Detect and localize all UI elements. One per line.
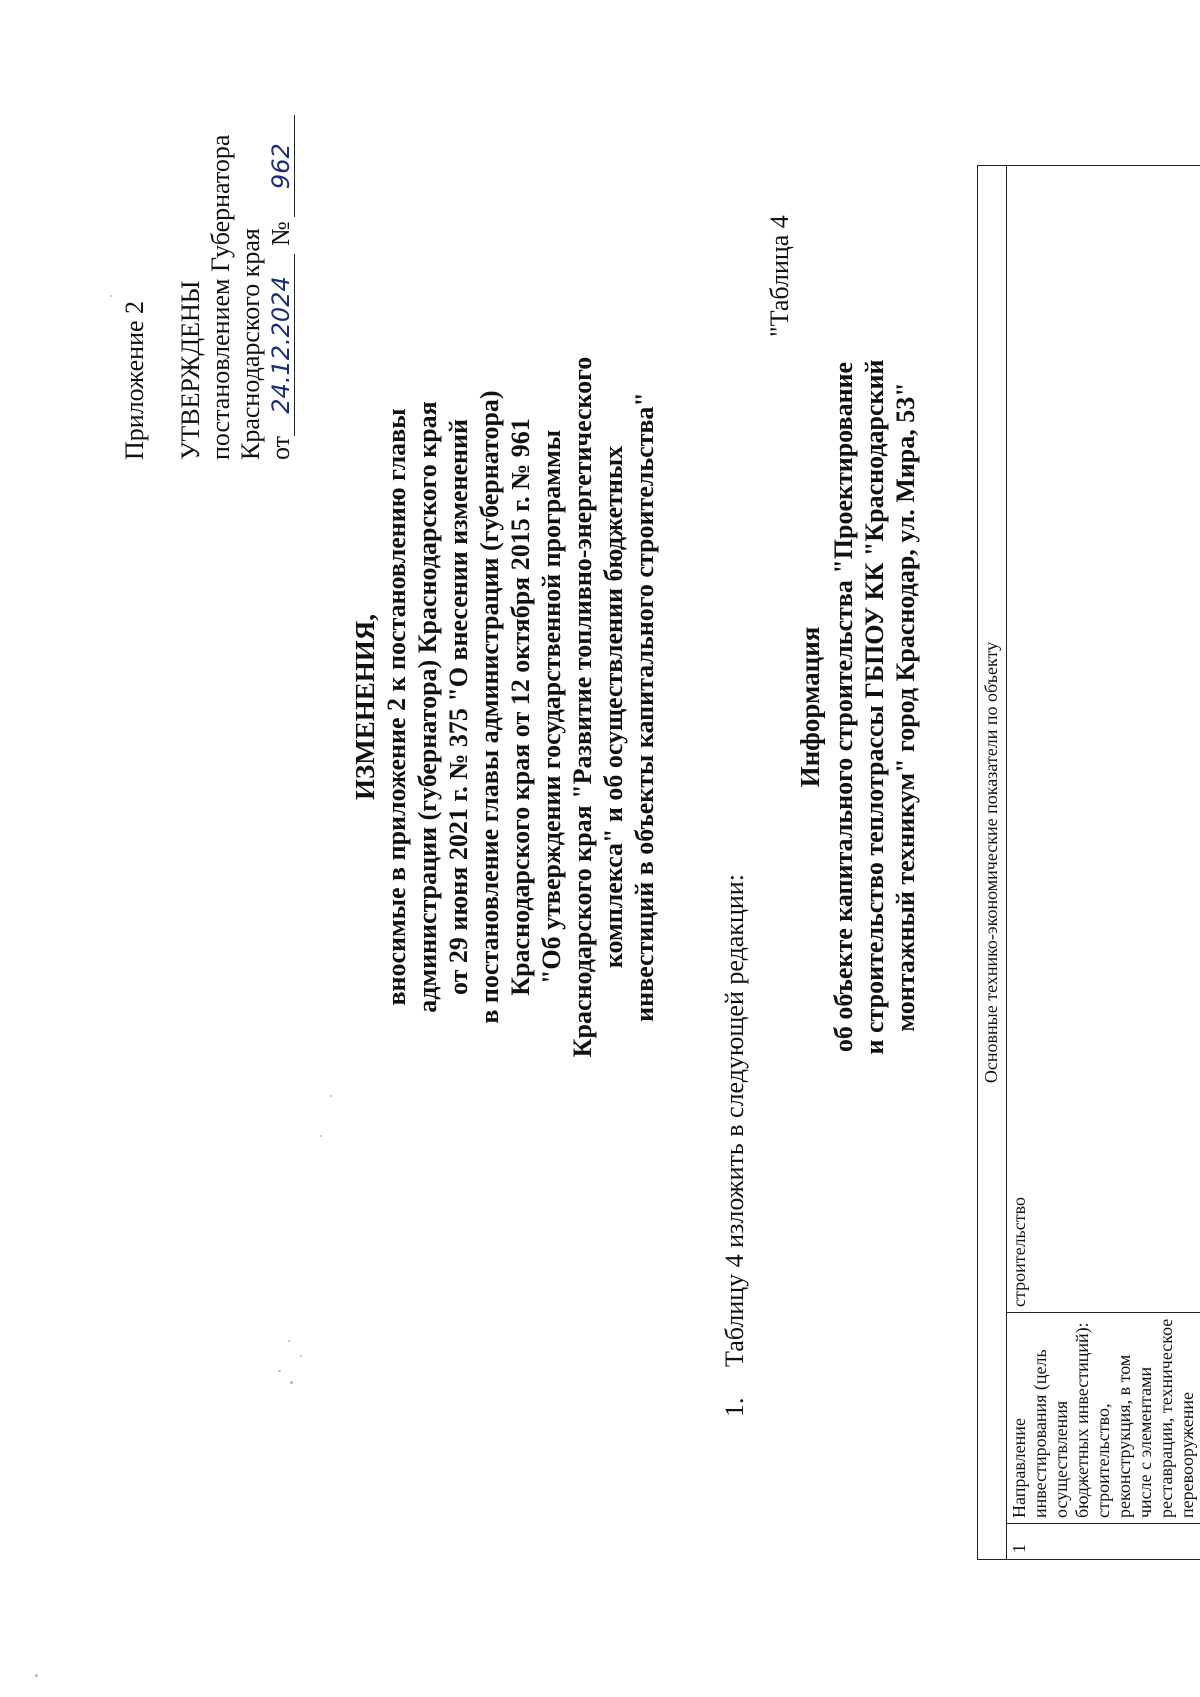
info-line: монтажный техникум" город Краснодар, ул. Мира, 53" [891, 382, 920, 1032]
number-sign: № [266, 221, 295, 246]
approval-line-2: Краснодарского края [236, 228, 265, 460]
changes-line: от 29 июня 2021 г. № 375 "О внесении изменений [444, 419, 473, 995]
instruction-paragraph [720, 517, 750, 1417]
scan-speck [330, 1095, 332, 1097]
changes-line: инвестиций в объекты капитального строительства" [630, 392, 659, 1022]
instruction-text: Таблицу 4 изложить в следующей редакции: [720, 874, 749, 1367]
row-label-cell: Направление инвестирования (цель осуществления бюджетных инвестиций): строительство, реконструкция, в том числе с элементами реставрации, техническое перевооружение [1007, 1313, 1200, 1524]
scan-speck [278, 1370, 281, 1372]
changes-line: в постановление главы администрации (губернатора) [475, 390, 504, 1024]
handwritten-date: 24.12.2024 [268, 254, 295, 436]
changes-line: Краснодарского края "Развитие топливно-энергетического [568, 356, 597, 1058]
info-line: об объекте капитального строительства "Проектирование [829, 361, 858, 1053]
table-reference: "Таблица 4 [765, 215, 794, 337]
scan-speck [300, 1355, 302, 1357]
changes-line: вносимые в приложение 2 к постановлению главы [382, 408, 411, 1006]
info-line: и строительство теплотрассы ГБПОУ КК "Краснодарский [860, 359, 889, 1055]
changes-line: "Об утверждении государственной программы [537, 429, 566, 985]
table-row [1007, 166, 1200, 1560]
from-prefix: от [266, 435, 295, 460]
row-value-cell: строительство [1007, 166, 1200, 1313]
row-number-cell: 1 [1007, 1524, 1200, 1560]
approval-date-number-line [266, 40, 296, 460]
scan-speck [110, 295, 112, 297]
table-caption-row [978, 166, 1007, 1560]
info-heading: Информация [795, 626, 825, 788]
scan-speck [288, 1340, 290, 1342]
changes-line: Краснодарского края от 12 октября 2015 г. № 961 [506, 418, 535, 996]
indicators-table [977, 165, 1200, 1560]
instruction-number: 1. [720, 1397, 749, 1417]
approval-block [120, 40, 296, 460]
info-title-block [795, 257, 921, 1157]
approval-line-1: постановлением Губернатора [206, 134, 235, 460]
changes-title-block [350, 317, 660, 1097]
changes-line: комплекса" и об осуществлении бюджетных [599, 445, 628, 969]
scan-speck [35, 1674, 38, 1677]
approved-label: УТВЕРЖДЕНЫ [176, 280, 205, 460]
annex-label: Приложение 2 [120, 300, 149, 460]
table-caption: Основные технико-экономические показатели по объекту [978, 166, 1007, 1560]
changes-heading: ИЗМЕНЕНИЯ, [350, 614, 380, 801]
scan-speck [320, 1135, 322, 1137]
scan-speck [290, 1381, 293, 1384]
handwritten-number: 962 [268, 115, 295, 217]
changes-line: администрации (губернатора) Краснодарского края [413, 401, 442, 1013]
